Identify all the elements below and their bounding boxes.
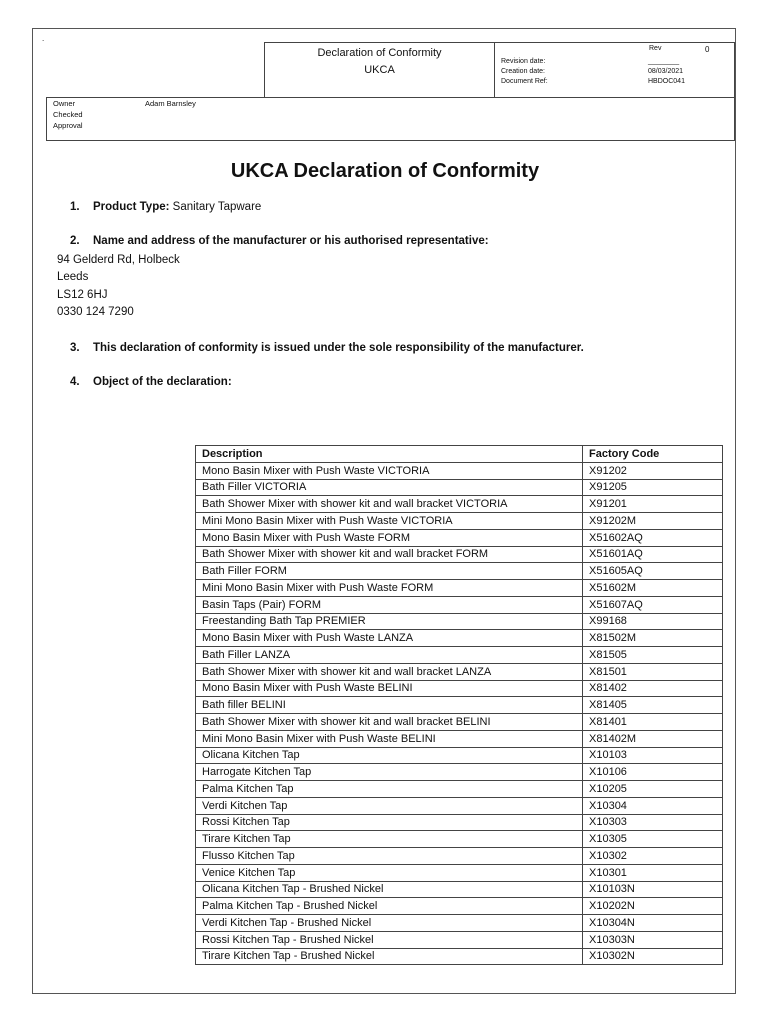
checked-label: Checked [53,110,83,119]
table-header-row [196,446,723,463]
product-description: Bath Shower Mixer with shower kit and wall bracket LANZA [196,663,583,680]
factory-code: X10103 [583,747,723,764]
product-description: Olicana Kitchen Tap - Brushed Nickel [196,881,583,898]
section-3 [70,342,584,354]
factory-code: X81405 [583,697,723,714]
table-row [196,697,723,714]
product-description: Harrogate Kitchen Tap [196,764,583,781]
factory-code: X81402 [583,680,723,697]
product-description: Bath Shower Mixer with shower kit and wall bracket VICTORIA [196,496,583,513]
factory-code: X10304 [583,797,723,814]
document-header [46,42,735,98]
meta-labels [501,57,548,87]
product-description: Bath Shower Mixer with shower kit and wall bracket BELINI [196,714,583,731]
factory-code: X91201 [583,496,723,513]
table-row [196,513,723,530]
address-phone: 0330 124 7290 [57,305,134,318]
table-row [196,580,723,597]
product-description: Bath Shower Mixer with shower kit and wall bracket FORM [196,546,583,563]
table-row [196,496,723,513]
table-row [196,898,723,915]
factory-code: X81505 [583,647,723,664]
section-4-number: 4. [70,376,80,388]
table-row [196,462,723,479]
table-row [196,747,723,764]
table-row [196,546,723,563]
factory-code: X10302N [583,948,723,965]
section-2 [70,235,489,247]
table-row [196,881,723,898]
document-ref-value: HBDOC041 [648,78,685,85]
factory-code: X51602AQ [583,529,723,546]
factory-code: X10106 [583,764,723,781]
factory-code: X10304N [583,915,723,932]
factory-code: X10305 [583,831,723,848]
product-description: Palma Kitchen Tap - Brushed Nickel [196,898,583,915]
product-description: Mono Basin Mixer with Push Waste LANZA [196,630,583,647]
product-description: Freestanding Bath Tap PREMIER [196,613,583,630]
address-line: Leeds [57,271,89,284]
table-row [196,948,723,965]
factory-code-header: Factory Code [583,446,723,463]
doc-subtitle: UKCA [364,64,395,76]
factory-code: X10202N [583,898,723,915]
revision-date-value: ________ [648,58,680,65]
factory-code: X91202M [583,513,723,530]
section-4-label: Object of the declaration: [93,376,232,388]
factory-code: X91205 [583,479,723,496]
factory-code: X10303N [583,931,723,948]
product-description: Mono Basin Mixer with Push Waste BELINI [196,680,583,697]
factory-code: X81401 [583,714,723,731]
table-row [196,714,723,731]
revision-date-label: Revision date: [501,58,546,65]
table-row [196,848,723,865]
product-description: Mini Mono Basin Mixer with Push Waste VICTORIA [196,513,583,530]
section-1 [70,201,261,213]
owner-label: Owner [53,99,76,108]
factory-code: X10103N [583,881,723,898]
section-2-number: 2. [70,235,80,247]
product-description: Mini Mono Basin Mixer with Push Waste BELINI [196,730,583,747]
table-row [196,647,723,664]
document-ref-label: Document Ref: [501,78,548,85]
table-row [196,529,723,546]
header-meta-cell [495,43,735,98]
approval-box [46,97,735,141]
factory-code: X10301 [583,864,723,881]
product-description: Mini Mono Basin Mixer with Push Waste FORM [196,580,583,597]
table-row [196,797,723,814]
factory-code: X99168 [583,613,723,630]
product-description: Mono Basin Mixer with Push Waste FORM [196,529,583,546]
header-title-cell [265,43,495,98]
product-description: Basin Taps (Pair) FORM [196,596,583,613]
section-2-label: Name and address of the manufacturer or his authorised representative: [93,235,489,247]
table-row [196,479,723,496]
table-row [196,563,723,580]
table-row [196,781,723,798]
product-description: Palma Kitchen Tap [196,781,583,798]
section-1-number: 1. [70,201,80,213]
factory-code: X91202 [583,462,723,479]
table-row [196,596,723,613]
factory-code: X81502M [583,630,723,647]
table-row [196,764,723,781]
product-description: Bath Filler VICTORIA [196,479,583,496]
product-description: Verdi Kitchen Tap - Brushed Nickel [196,915,583,932]
product-description: Mono Basin Mixer with Push Waste VICTORIA [196,462,583,479]
factory-code: X51607AQ [583,596,723,613]
product-description: Tirare Kitchen Tap - Brushed Nickel [196,948,583,965]
table-row [196,931,723,948]
factory-code: X10205 [583,781,723,798]
section-4 [70,376,232,388]
section-1-label: Product Type: [93,201,170,213]
product-table [195,445,723,965]
factory-code: X51602M [583,580,723,597]
section-1-value: Sanitary Tapware [169,201,262,213]
table-row [196,630,723,647]
product-description: Flusso Kitchen Tap [196,848,583,865]
manufacturer-address [57,252,180,321]
table-row [196,864,723,881]
product-description: Bath Filler LANZA [196,647,583,664]
factory-code: X81501 [583,663,723,680]
rev-value: 0 [705,45,710,54]
description-header: Description [196,446,583,463]
product-description: Olicana Kitchen Tap [196,747,583,764]
address-line: LS12 6HJ [57,288,108,301]
header-dot: . [42,34,45,43]
section-3-number: 3. [70,342,80,354]
page-title: UKCA Declaration of Conformity [230,160,540,182]
rev-label: Rev [649,45,662,52]
section-3-label: This declaration of conformity is issued under the sole responsibility of the manufacturer. [93,342,584,354]
address-line: 94 Gelderd Rd, Holbeck [57,254,180,266]
table-row [196,680,723,697]
product-description: Rossi Kitchen Tap - Brushed Nickel [196,931,583,948]
table-row [196,831,723,848]
owner-name: Adam Barnsley [145,99,196,108]
product-description: Bath Filler FORM [196,563,583,580]
table-row [196,663,723,680]
header-blank-cell [46,43,265,98]
product-description: Venice Kitchen Tap [196,864,583,881]
product-description: Tirare Kitchen Tap [196,831,583,848]
product-description: Verdi Kitchen Tap [196,797,583,814]
factory-code: X51605AQ [583,563,723,580]
product-description: Rossi Kitchen Tap [196,814,583,831]
table-row [196,915,723,932]
table-row [196,613,723,630]
factory-code: X10302 [583,848,723,865]
meta-values [648,57,685,87]
approval-label: Approval [53,121,83,130]
creation-date-value: 08/03/2021 [648,68,684,75]
factory-code: X81402M [583,730,723,747]
doc-title: Declaration of Conformity [317,47,442,59]
product-table-body [196,462,723,965]
table-row [196,730,723,747]
factory-code: X10303 [583,814,723,831]
factory-code: X51601AQ [583,546,723,563]
creation-date-label: Creation date: [501,68,545,75]
table-row [196,814,723,831]
product-description: Bath filler BELINI [196,697,583,714]
